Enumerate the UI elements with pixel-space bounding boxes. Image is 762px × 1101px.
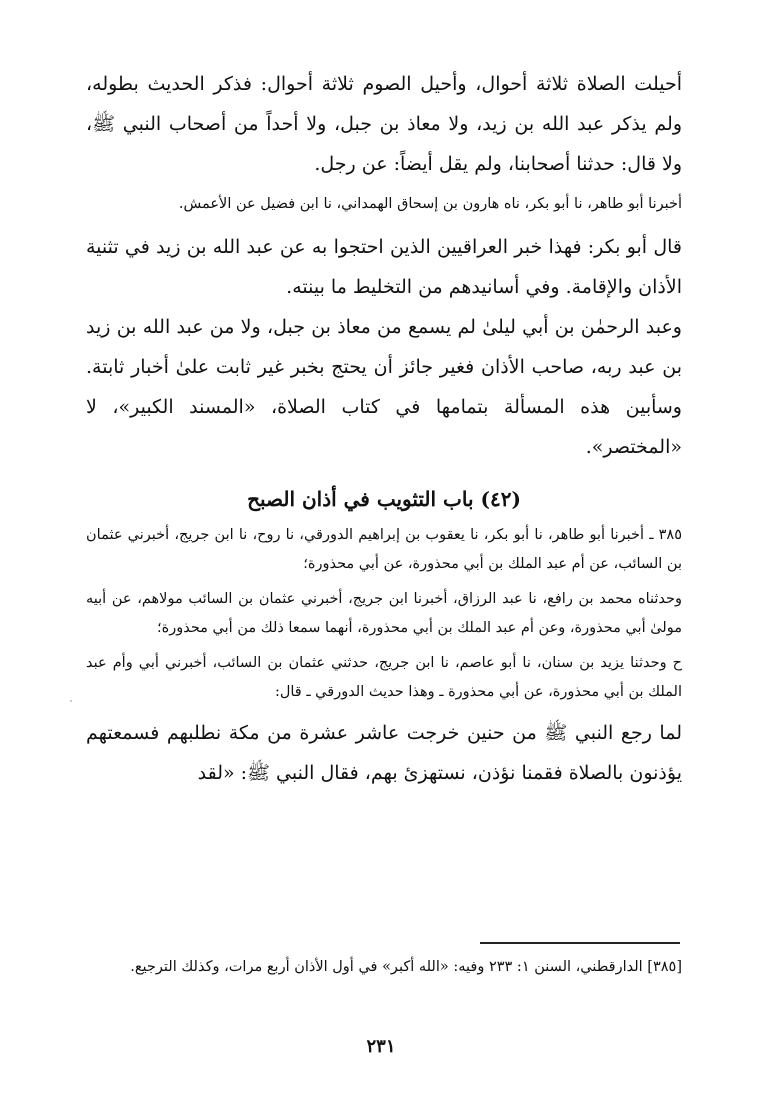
section-heading: (٤٢) باب التثويب في أذان الصبح	[247, 487, 521, 511]
hadith-paragraph-2: وحدثناه محمد بن رافع، نا عبد الرزاق، أخبرنا ابن جريج، أخبرني عثمان بن السائب مولاهم، عن أبيه مولىٰ أبي محذورة، وعن أم عبد الملك بن أبي محذورة، أنهما سمعا ذلك من أبي محذورة؛	[86, 591, 682, 636]
paragraph-2: أخبرنا أبو طاهر، نا أبو بكر، ناه هارون بن إسحاق الهمداني، نا ابن فضيل عن الأعمش.	[178, 196, 682, 212]
hadith-paragraph-1: ٣٨٥ ـ أخبرنا أبو طاهر، نا أبو بكر، نا يعقوب بن إبراهيم الدورقي، نا روح، نا ابن جريج، أخبرني عثمان بن السائب، عن أم عبد الملك بن أبي محذورة، عن أبي محذورة؛	[86, 527, 682, 572]
hadith-paragraph-3: ح وحدثنا يزيد بن سنان، نا أبو عاصم، نا ابن جريج، حدثني عثمان بن السائب، أخبرني أبي وأم عبد الملك بن أبي محذورة، عن أبي محذورة ـ وهذا حديث الدورقي ـ قال:	[86, 655, 682, 700]
footnote-divider	[480, 942, 680, 944]
page-number: ٢٣١	[366, 1036, 396, 1057]
footnote: [٣٨٥] الدارقطني، السنن ١: ٢٣٣ وفيه: «الله أكبر» في أول الأذان أربع مرات، وكذلك الترجيع.	[130, 959, 682, 975]
main-text	[86, 64, 682, 793]
hadith-paragraph-4: لما رجع النبي ﷺ من حنين خرجت عاشر عشرة من مكة نطلبهم فسمعتهم يؤذنون بالصلاة فقمنا نؤذن، نستهزئ بهم، فقال النبي ﷺ: «لقد	[86, 722, 682, 784]
scan-speck	[70, 700, 72, 702]
paragraph-3: قال أبو بكر: فهذا خبر العراقيين الذين احتجوا به عن عبد الله بن زيد في تثنية الأذان والإقامة. وفي أسانيدهم من التخليط ما بينته.	[86, 236, 682, 298]
paragraph-1: أحيلت الصلاة ثلاثة أحوال، وأحيل الصوم ثلاثة أحوال: فذكر الحديث بطوله، ولم يذكر عبد الله بن زيد، ولا معاذ بن جبل، ولا أحداً من أصحاب النبي ﷺ، ولا قال: حدثنا أصحابنا، ولم يقل أيضاً: عن رجل.	[86, 73, 682, 175]
paragraph-4: وعبد الرحمٰن بن أبي ليلىٰ لم يسمع من معاذ بن جبل، ولا من عبد الله بن زيد بن عبد ربه، صاحب الأذان فغير جائز أن يحتج بخبر غير ثابت علىٰ أخبار ثابتة. وسأبين هذه المسألة بتمامها في كتاب الصلاة، «المسند الكبير»، لا «المختصر».	[86, 316, 682, 458]
